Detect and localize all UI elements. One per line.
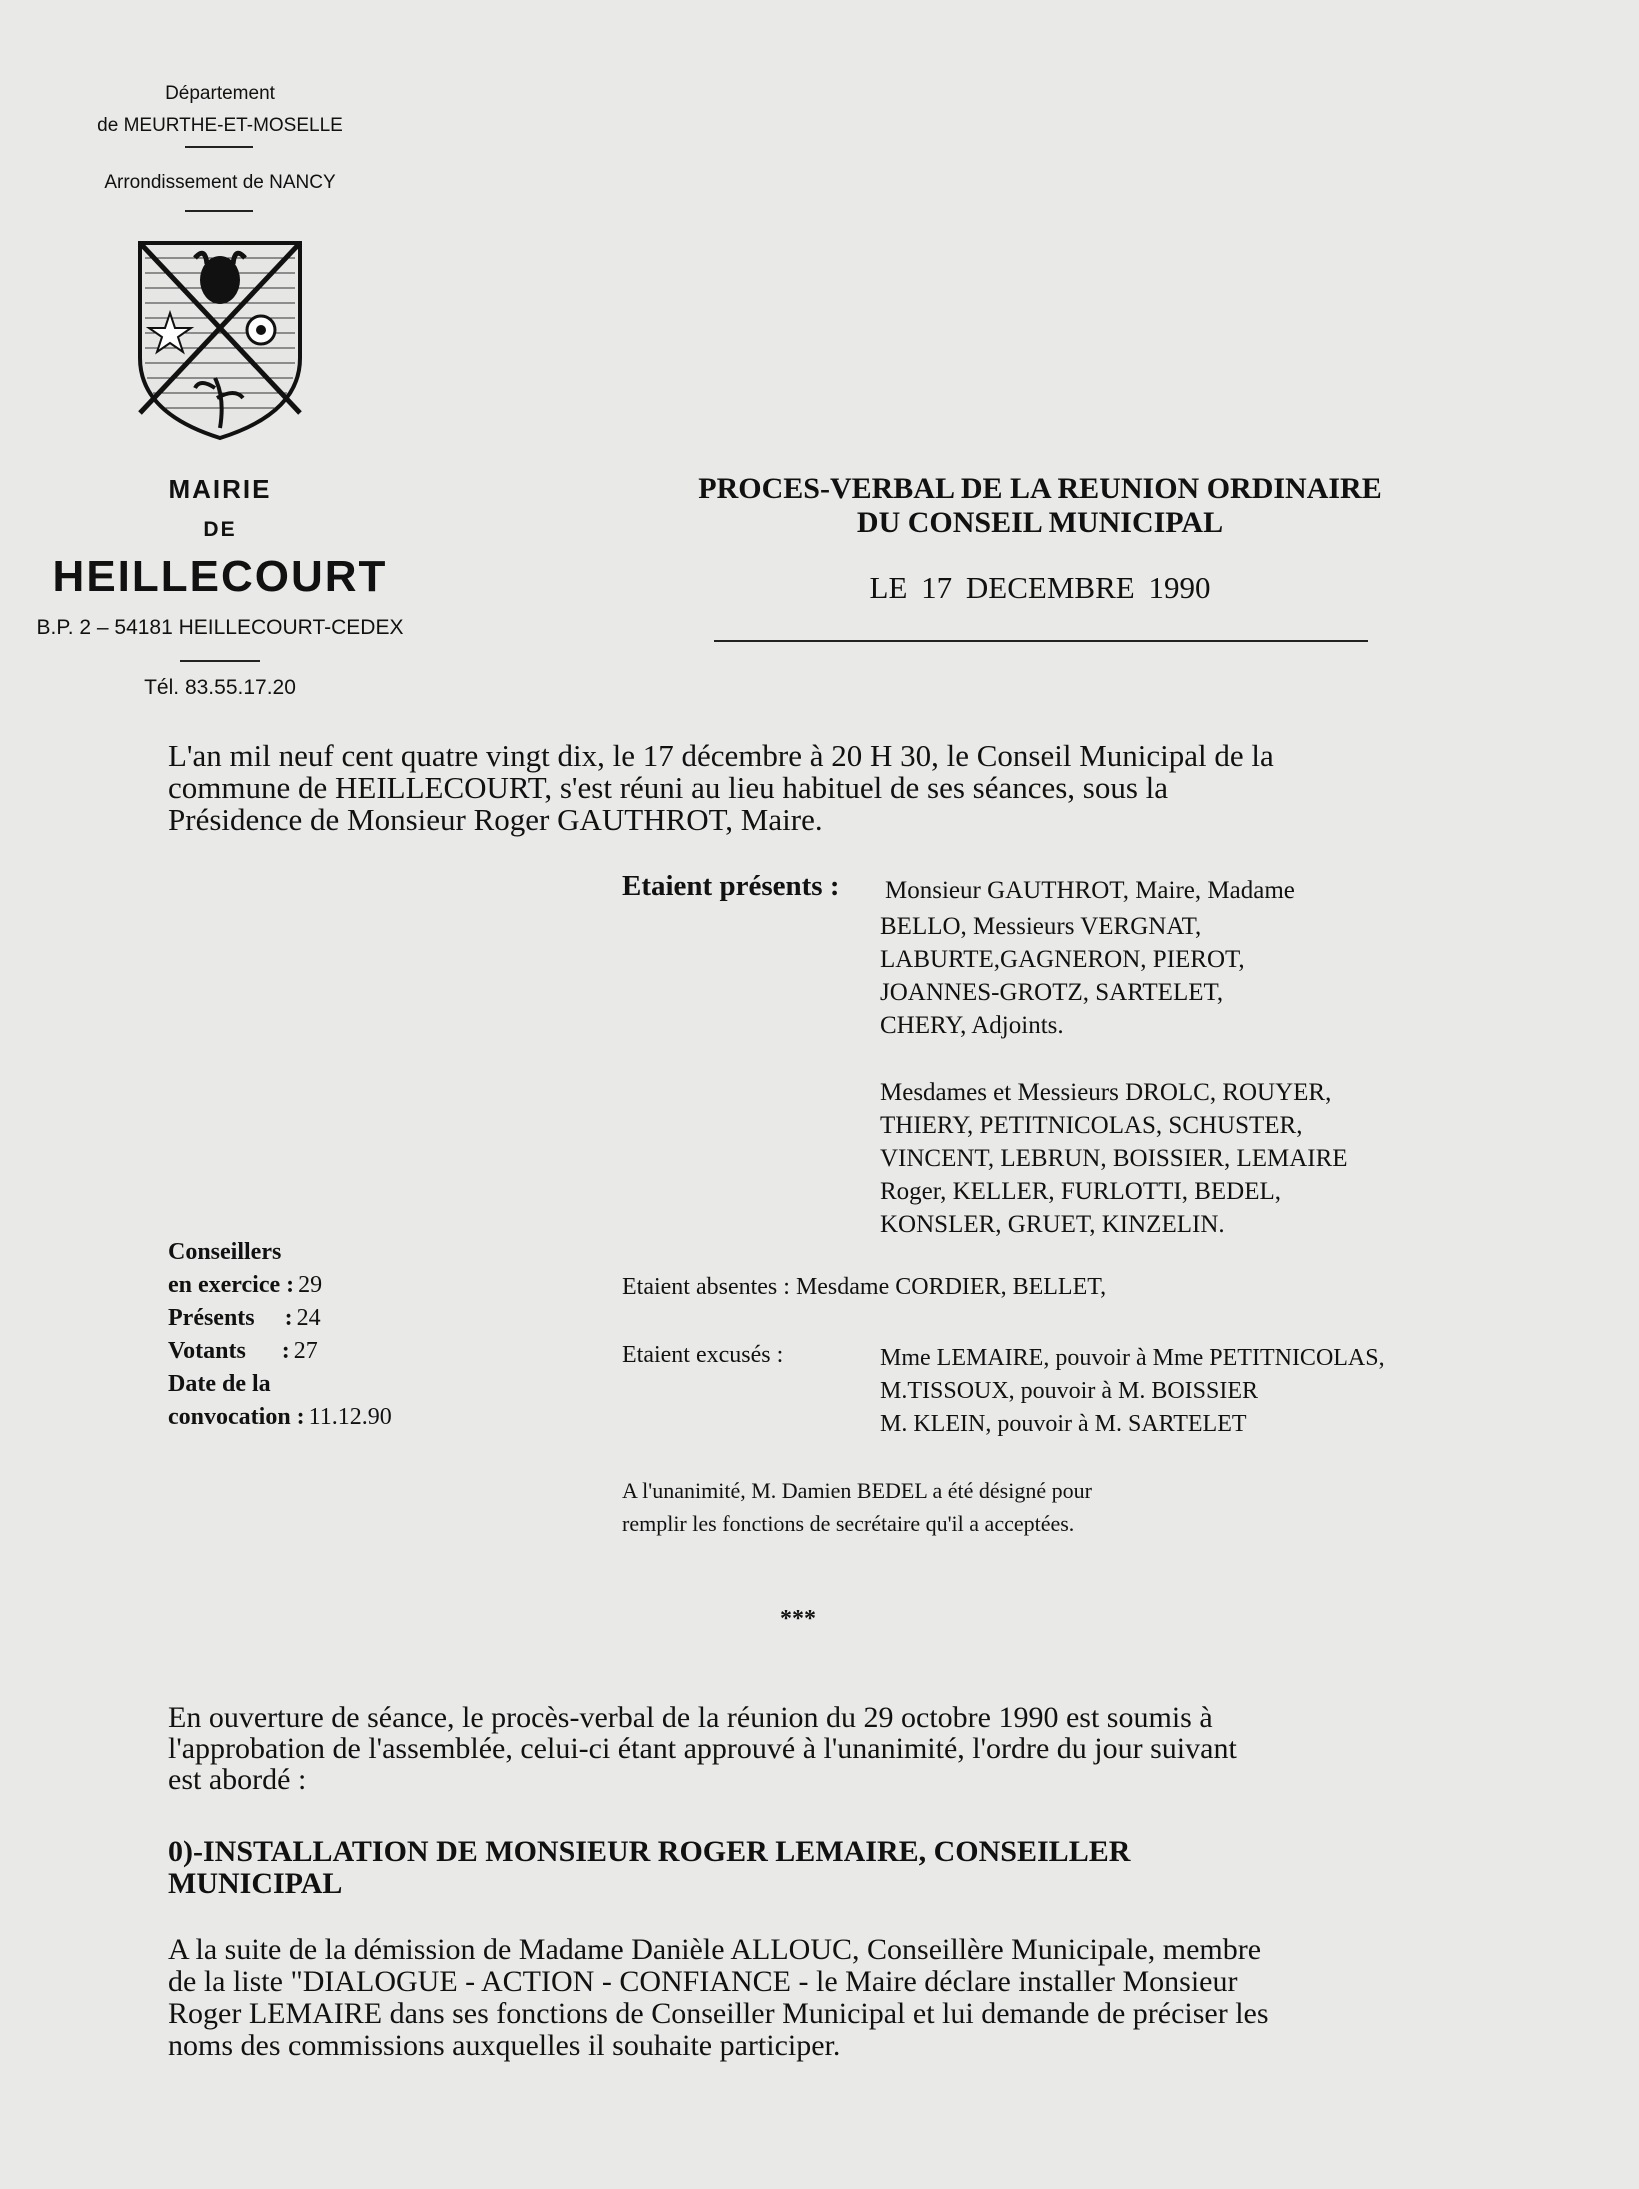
title-line: DU CONSEIL MUNICIPAL xyxy=(856,506,1224,539)
text-line: Mme LEMAIRE, pouvoir à Mme PETITNICOLAS, xyxy=(880,1345,1385,1371)
text-line: Roger LEMAIRE dans ses fonctions de Conseiller Municipal et lui demande de préciser les xyxy=(168,1997,1269,2030)
presents-adjoints xyxy=(880,910,1245,1042)
text-line: 0)-INSTALLATION DE MONSIEUR ROGER LEMAIRE, CONSEILLER xyxy=(168,1835,1131,1868)
opening-paragraph xyxy=(168,1702,1458,1795)
absents-line: Etaient absentes : Mesdame CORDIER, BELLET, xyxy=(622,1274,1107,1300)
stat-label: convocation : xyxy=(168,1404,305,1430)
text-line: MUNICIPAL xyxy=(168,1867,343,1900)
text-line: VINCENT, LEBRUN, BOISSIER, LEMAIRE xyxy=(880,1145,1348,1172)
separator: *** xyxy=(780,1606,816,1632)
council-stats xyxy=(168,1236,392,1434)
commune-name: HEILLECOURT xyxy=(52,552,388,601)
section-title xyxy=(168,1836,1458,1900)
excuses-label: Etaient excusés : xyxy=(622,1342,784,1368)
stat-en-exercice xyxy=(168,1269,392,1302)
presents-conseillers xyxy=(880,1076,1348,1241)
text-line: CHERY, Adjoints. xyxy=(880,1012,1064,1039)
mairie-de-label: DE xyxy=(203,518,237,541)
stat-votants xyxy=(168,1335,392,1368)
coat-of-arms-icon xyxy=(135,238,305,443)
text-line: A la suite de la démission de Madame Danièle ALLOUC, Conseillère Municipale, membre xyxy=(168,1933,1262,1966)
stat-label: en exercice : xyxy=(168,1272,295,1298)
document-title xyxy=(640,472,1440,540)
presents-label: Etaient présents : xyxy=(622,870,840,902)
text-line: LABURTE,GAGNERON, PIEROT, xyxy=(880,946,1245,973)
text-line: M. KLEIN, pouvoir à M. SARTELET xyxy=(880,1411,1247,1437)
text-line: l'approbation de l'assemblée, celui-ci étant approuvé à l'unanimité, l'ordre du jour suivant xyxy=(168,1732,1237,1765)
department-block xyxy=(60,78,380,142)
excuses-list xyxy=(880,1342,1385,1441)
divider xyxy=(185,146,253,148)
stat-value: 11.12.90 xyxy=(308,1404,392,1430)
department-name: de MEURTHE-ET-MOSELLE xyxy=(97,115,343,136)
intro-paragraph xyxy=(168,740,1458,836)
telephone: Tél. 83.55.17.20 xyxy=(144,676,296,699)
text-line: Mesdames et Messieurs DROLC, ROUYER, xyxy=(880,1079,1332,1106)
text-line: BELLO, Messieurs VERGNAT, xyxy=(880,913,1202,940)
presents-first-line: Monsieur GAUTHROT, Maire, Madame xyxy=(885,877,1295,904)
text-line: Roger, KELLER, FURLOTTI, BEDEL, xyxy=(880,1178,1282,1205)
stat-label: Présents : xyxy=(168,1305,293,1331)
mairie-label: MAIRIE xyxy=(168,474,272,504)
text-line: KONSLER, GRUET, KINZELIN. xyxy=(880,1211,1225,1238)
text-line: L'an mil neuf cent quatre vingt dix, le 17 décembre à 20 H 30, le Conseil Municipal de la xyxy=(168,738,1274,773)
text-line: THIERY, PETITNICOLAS, SCHUSTER, xyxy=(880,1112,1303,1139)
text-line: remplir les fonctions de secrétaire qu'il a acceptées. xyxy=(622,1511,1075,1536)
divider xyxy=(185,210,253,212)
stat-convocation xyxy=(168,1401,392,1434)
stat-value: 27 xyxy=(293,1338,318,1364)
text-line: En ouverture de séance, le procès-verbal de la réunion du 29 octobre 1990 est soumis à xyxy=(168,1701,1213,1734)
text-line: Présidence de Monsieur Roger GAUTHROT, Maire. xyxy=(168,802,823,837)
stat-date-label: Date de la xyxy=(168,1371,271,1397)
secretary-paragraph xyxy=(622,1474,1092,1540)
title-line: PROCES-VERBAL DE LA REUNION ORDINAIRE xyxy=(698,472,1382,505)
divider xyxy=(180,660,260,662)
text-line: noms des commissions auxquelles il souhaite participer. xyxy=(168,2029,841,2062)
department-label: Département xyxy=(165,83,275,104)
stat-presents xyxy=(168,1302,392,1335)
section-body xyxy=(168,1934,1458,2062)
text-line: commune de HEILLECOURT, s'est réuni au lieu habituel de ses séances, sous la xyxy=(168,770,1169,805)
stat-label: Votants : xyxy=(168,1338,290,1364)
meeting-date: LE 17 DECEMBRE 1990 xyxy=(869,570,1211,605)
address: B.P. 2 – 54181 HEILLECOURT-CEDEX xyxy=(36,616,404,639)
text-line: JOANNES-GROTZ, SARTELET, xyxy=(880,979,1224,1006)
stat-value: 24 xyxy=(296,1305,321,1331)
stats-heading: Conseillers xyxy=(168,1239,282,1265)
text-line: de la liste "DIALOGUE - ACTION - CONFIANCE - le Maire déclare installer Monsieur xyxy=(168,1965,1238,1998)
text-line: A l'unanimité, M. Damien BEDEL a été désigné pour xyxy=(622,1478,1092,1503)
stat-value: 29 xyxy=(298,1272,323,1298)
text-line: est abordé : xyxy=(168,1763,307,1796)
text-line: M.TISSOUX, pouvoir à M. BOISSIER xyxy=(880,1378,1259,1404)
title-underline xyxy=(714,640,1368,642)
arrondissement: Arrondissement de NANCY xyxy=(104,172,336,193)
